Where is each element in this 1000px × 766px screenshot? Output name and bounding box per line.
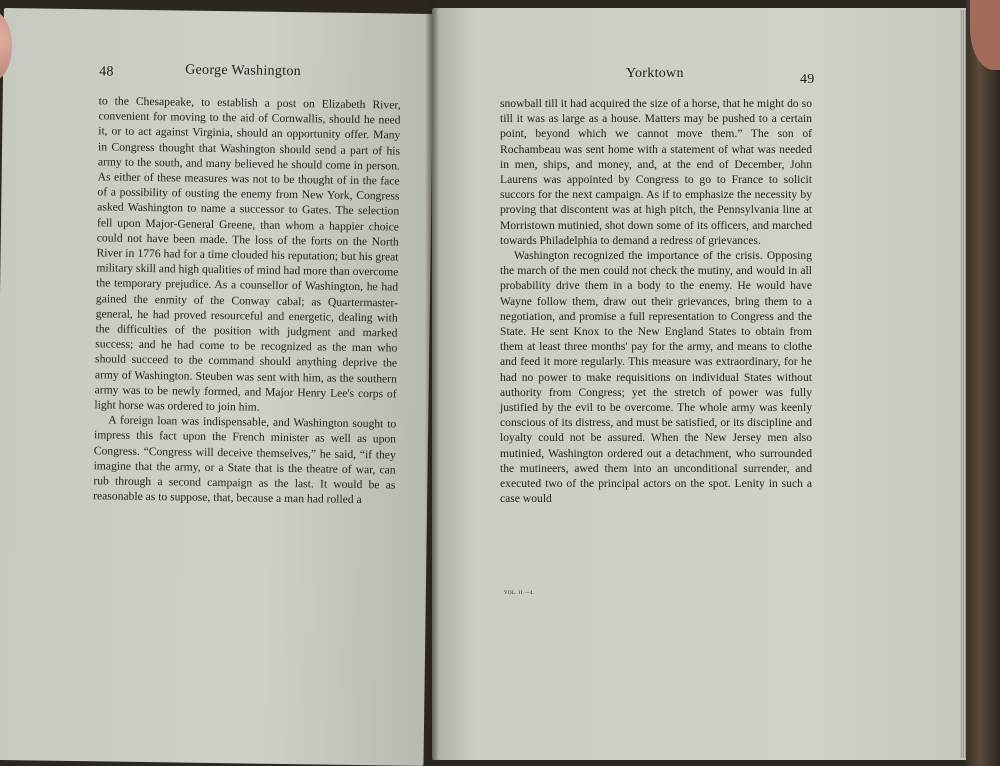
left-page-number: 48 [99,64,114,80]
left-paragraph: A foreign loan was indispensable, and Washington sought to impress this fact upon the French minister as well as upon Congress. “Congress will deceive themselves,” he said, “if they imagine that the army, or a State that is the theatre of war, can rub through a second campaign as the last. It would be as reasonable as to suppose, that, because a man had rolled a [93,413,397,507]
right-paragraph: snowball till it had acquired the size of a horse, that he might do so till it was as large as a house. Matters may be pushed to a certain point, beyond which we cannot move them.” The son of Rochambeau was sent home with a statement of what was needed in men, ships, and money, and, at the end of December, John Laurens was appointed by Congress to go to France to solicit succors for the next campaign. As if to emphasize the necessity by proving that discontent was at high pitch, the Pennsylvania line at Morristown mutinied, shot down some of its officers, and marched towards Philadelphia to demand a redress of grievances. [500,97,812,247]
left-page [0,8,434,766]
right-page [432,8,972,760]
book-cover-edge [966,0,1000,766]
right-paragraph: Washington recognized the importance of the crisis. Opposing the march of the men could not check the mutiny, and would in all probability drive them in a body to the enemy. He would have Wayne follow them, draw out their grievances, bring them to a negotiation, and promise a full representation to Congress and the State. He sent Knox to the New England States to obtain from them at least three months' pay for the army, and means to clothe and feed it more regularly. This measure was extraordinary, for he had no power to make requisitions on individual States without authority from Congress; yet the stretch of power was fully justified by the evil to be overcome. The whole army was keenly conscious of its distress, and must be satisfied, or its discipline and loyalty could not be assured. When the New Jersey men also mutinied, Washington ordered out a detachment, who surrounded the mutineers, awed them into an unconditional surrender, and executed two of the principal actors on the spot. Lenity in such a case would [500,249,812,506]
right-running-head: Yorktown [626,66,684,81]
right-page-number: 49 [800,72,815,87]
right-body-text [500,96,812,506]
left-running-head: George Washington [185,62,302,80]
book-gutter [425,0,439,766]
signature-mark: VOL. II.—4. [504,591,535,596]
left-body-text [93,93,401,508]
left-paragraph: to the Chesapeake, to establish a post on Elizabeth River, convenient for moving to the aid of Cornwallis, should he need it, or to act against Virginia, should an opportunity offer. Many in Congress thought that Washington should send a part of his army to the south, and many believed he should come in person. As either of these measures was not to be thought of in the face of a possibility of ousting the enemy from New York, Congress asked Washington to name a successor to Gates. The selection fell upon Major-General Greene, than whom a happier choice could not have been made. The loss of the forts on the North River in 1776 had for a time clouded his reputation; but his great military skill and high qualities of mind had more than overcome the temporary prejudice. As a counsellor of Washington, he had gained the enmity of the Conway cabal; as Quartermaster-general, he had proved resourceful and energetic, dealing with the difficulties of the position with judgment and marked success; and he had come to be recognized as the man who should succeed to the command should anything deprive the army of Washington. Steuben was sent with him, as the southern army was to be newly formed, and Major Henry Lee's corps of light horse was ordered to join him. [94,94,401,414]
